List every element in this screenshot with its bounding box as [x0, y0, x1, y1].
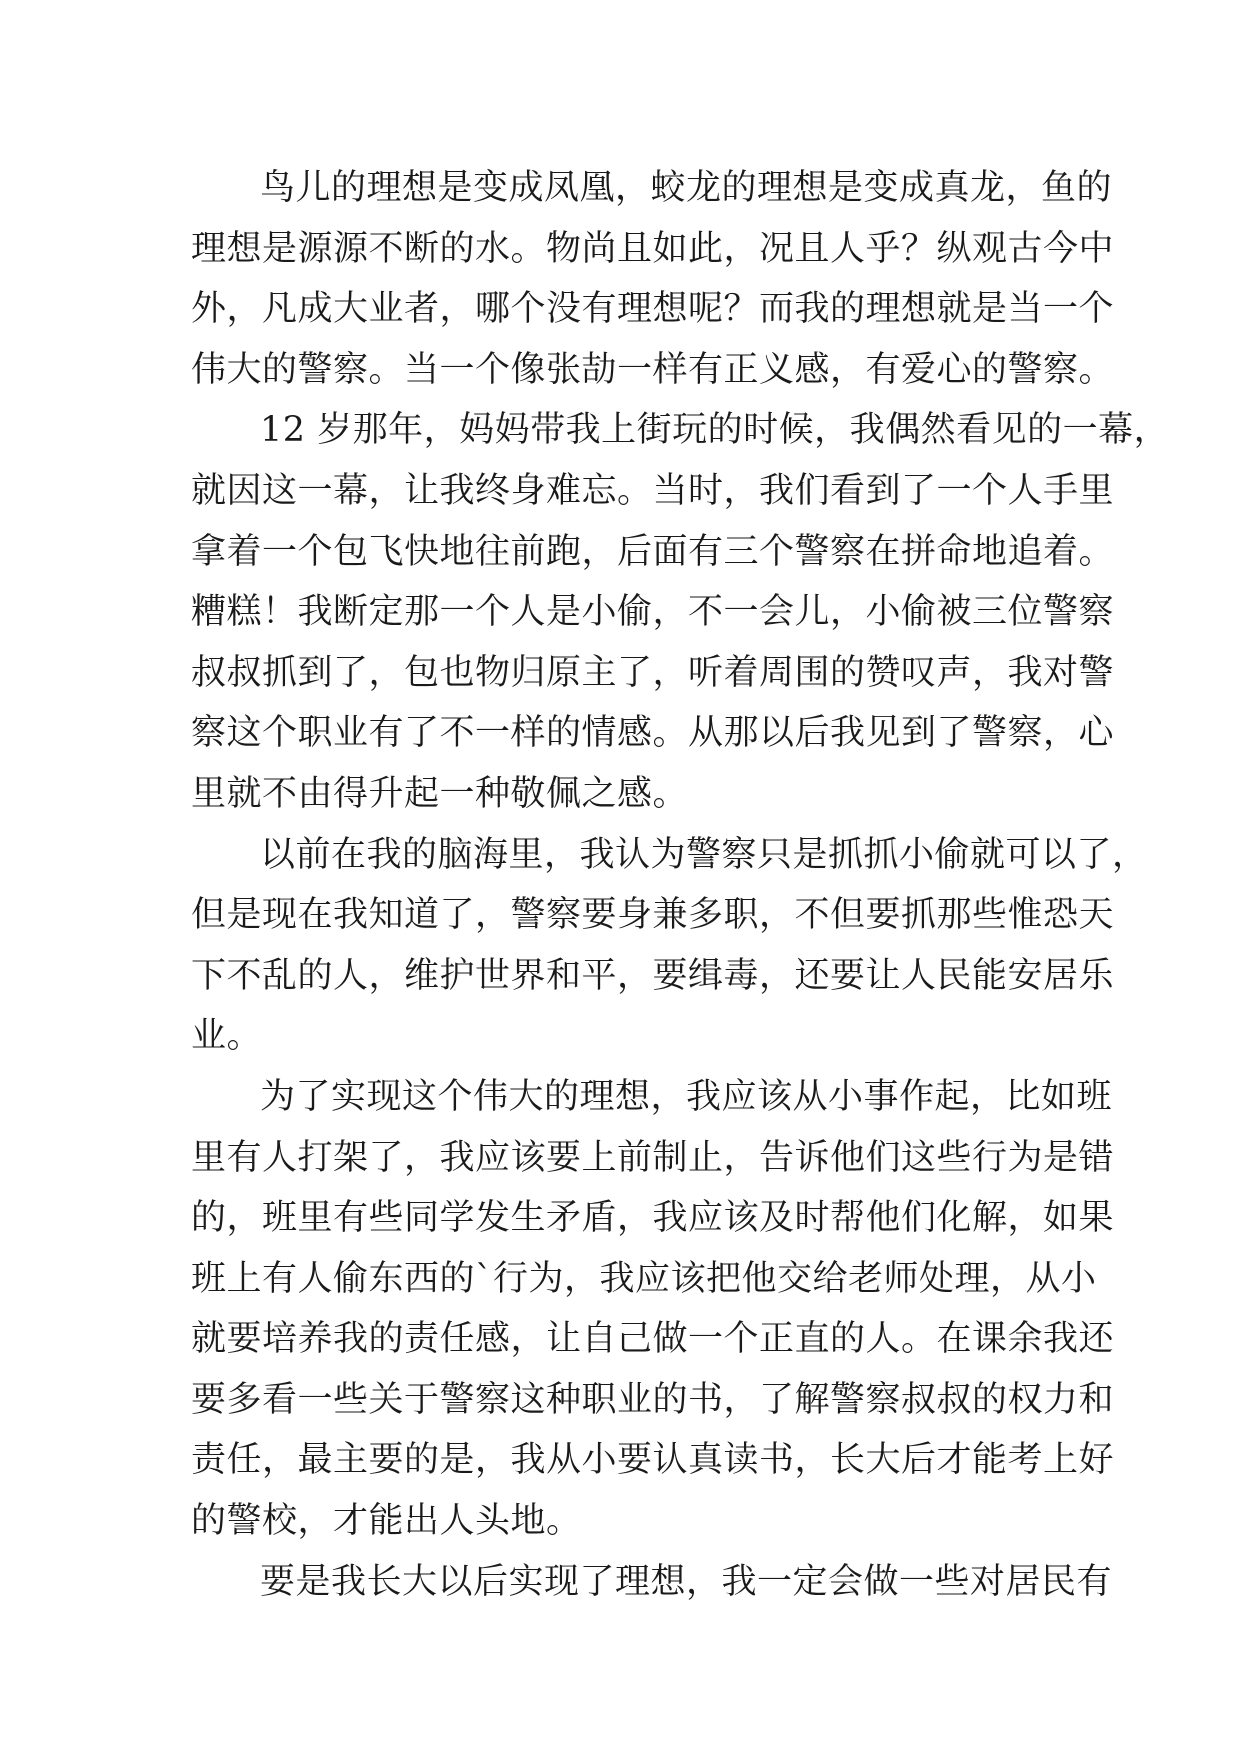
text-line: 以前在我的脑海里，我认为警察只是抓抓小偷就可以了，: [260, 834, 1148, 875]
text-line: 就因这一幕，让我终身难忘。当时，我们看到了一个人手里: [191, 470, 1115, 511]
text-line: 要是我长大以后实现了理想，我一定会做一些对居民有: [260, 1561, 1113, 1602]
text-line: 里有人打架了，我应该要上前制止，告诉他们这些行为是错: [191, 1137, 1115, 1178]
text-line: 拿着一个包飞快地往前跑，后面有三个警察在拼命地追着。: [191, 531, 1115, 572]
text-line: 的，班里有些同学发生矛盾，我应该及时帮他们化解，如果: [191, 1198, 1115, 1239]
text-line: 糟糕！我断定那一个人是小偷，不一会儿，小偷被三位警察: [191, 592, 1115, 633]
text-line: 12 岁那年，妈妈带我上街玩的时候，我偶然看见的一幕，: [260, 410, 1170, 451]
text-line: 理想是源源不断的水。物尚且如此，况且人乎？纵观古今中: [191, 228, 1115, 269]
text-line: 外，凡成大业者，哪个没有理想呢？而我的理想就是当一个: [191, 289, 1115, 330]
text-line: 鸟儿的理想是变成凤凰，蛟龙的理想是变成真龙，鱼的: [260, 168, 1113, 208]
text-line: 下不乱的人，维护世界和平，要缉毒，还要让人民能安居乐: [191, 955, 1115, 996]
text-line: 为了实现这个伟大的理想，我应该从小事作起，比如班: [260, 1076, 1113, 1117]
text-line: 班上有人偷东西的`行为，我应该把他交给老师处理，从小: [191, 1258, 1097, 1299]
text-line: 察这个职业有了不一样的情感。从那以后我见到了警察，心: [191, 713, 1115, 754]
text-line: 要多看一些关于警察这种职业的书，了解警察叔叔的权力和: [191, 1379, 1115, 1420]
text-line: 里就不由得升起一种敬佩之感。: [191, 773, 689, 814]
text-line: 伟大的警察。当一个像张劼一样有正义感，有爱心的警察。: [191, 349, 1115, 390]
essay-body: [191, 158, 1170, 1612]
text-line: 业。: [191, 1016, 263, 1057]
text-line: 责任，最主要的是，我从小要认真读书，长大后才能考上好: [191, 1440, 1115, 1481]
text-line: 的警校，才能出人头地。: [191, 1501, 582, 1542]
text-line: 但是现在我知道了，警察要身兼多职，不但要抓那些惟恐天: [191, 895, 1115, 936]
text-line: 叔叔抓到了，包也物归原主了，听着周围的赞叹声，我对警: [191, 652, 1115, 693]
text-line: 就要培养我的责任感，让自己做一个正直的人。在课余我还: [191, 1319, 1115, 1360]
